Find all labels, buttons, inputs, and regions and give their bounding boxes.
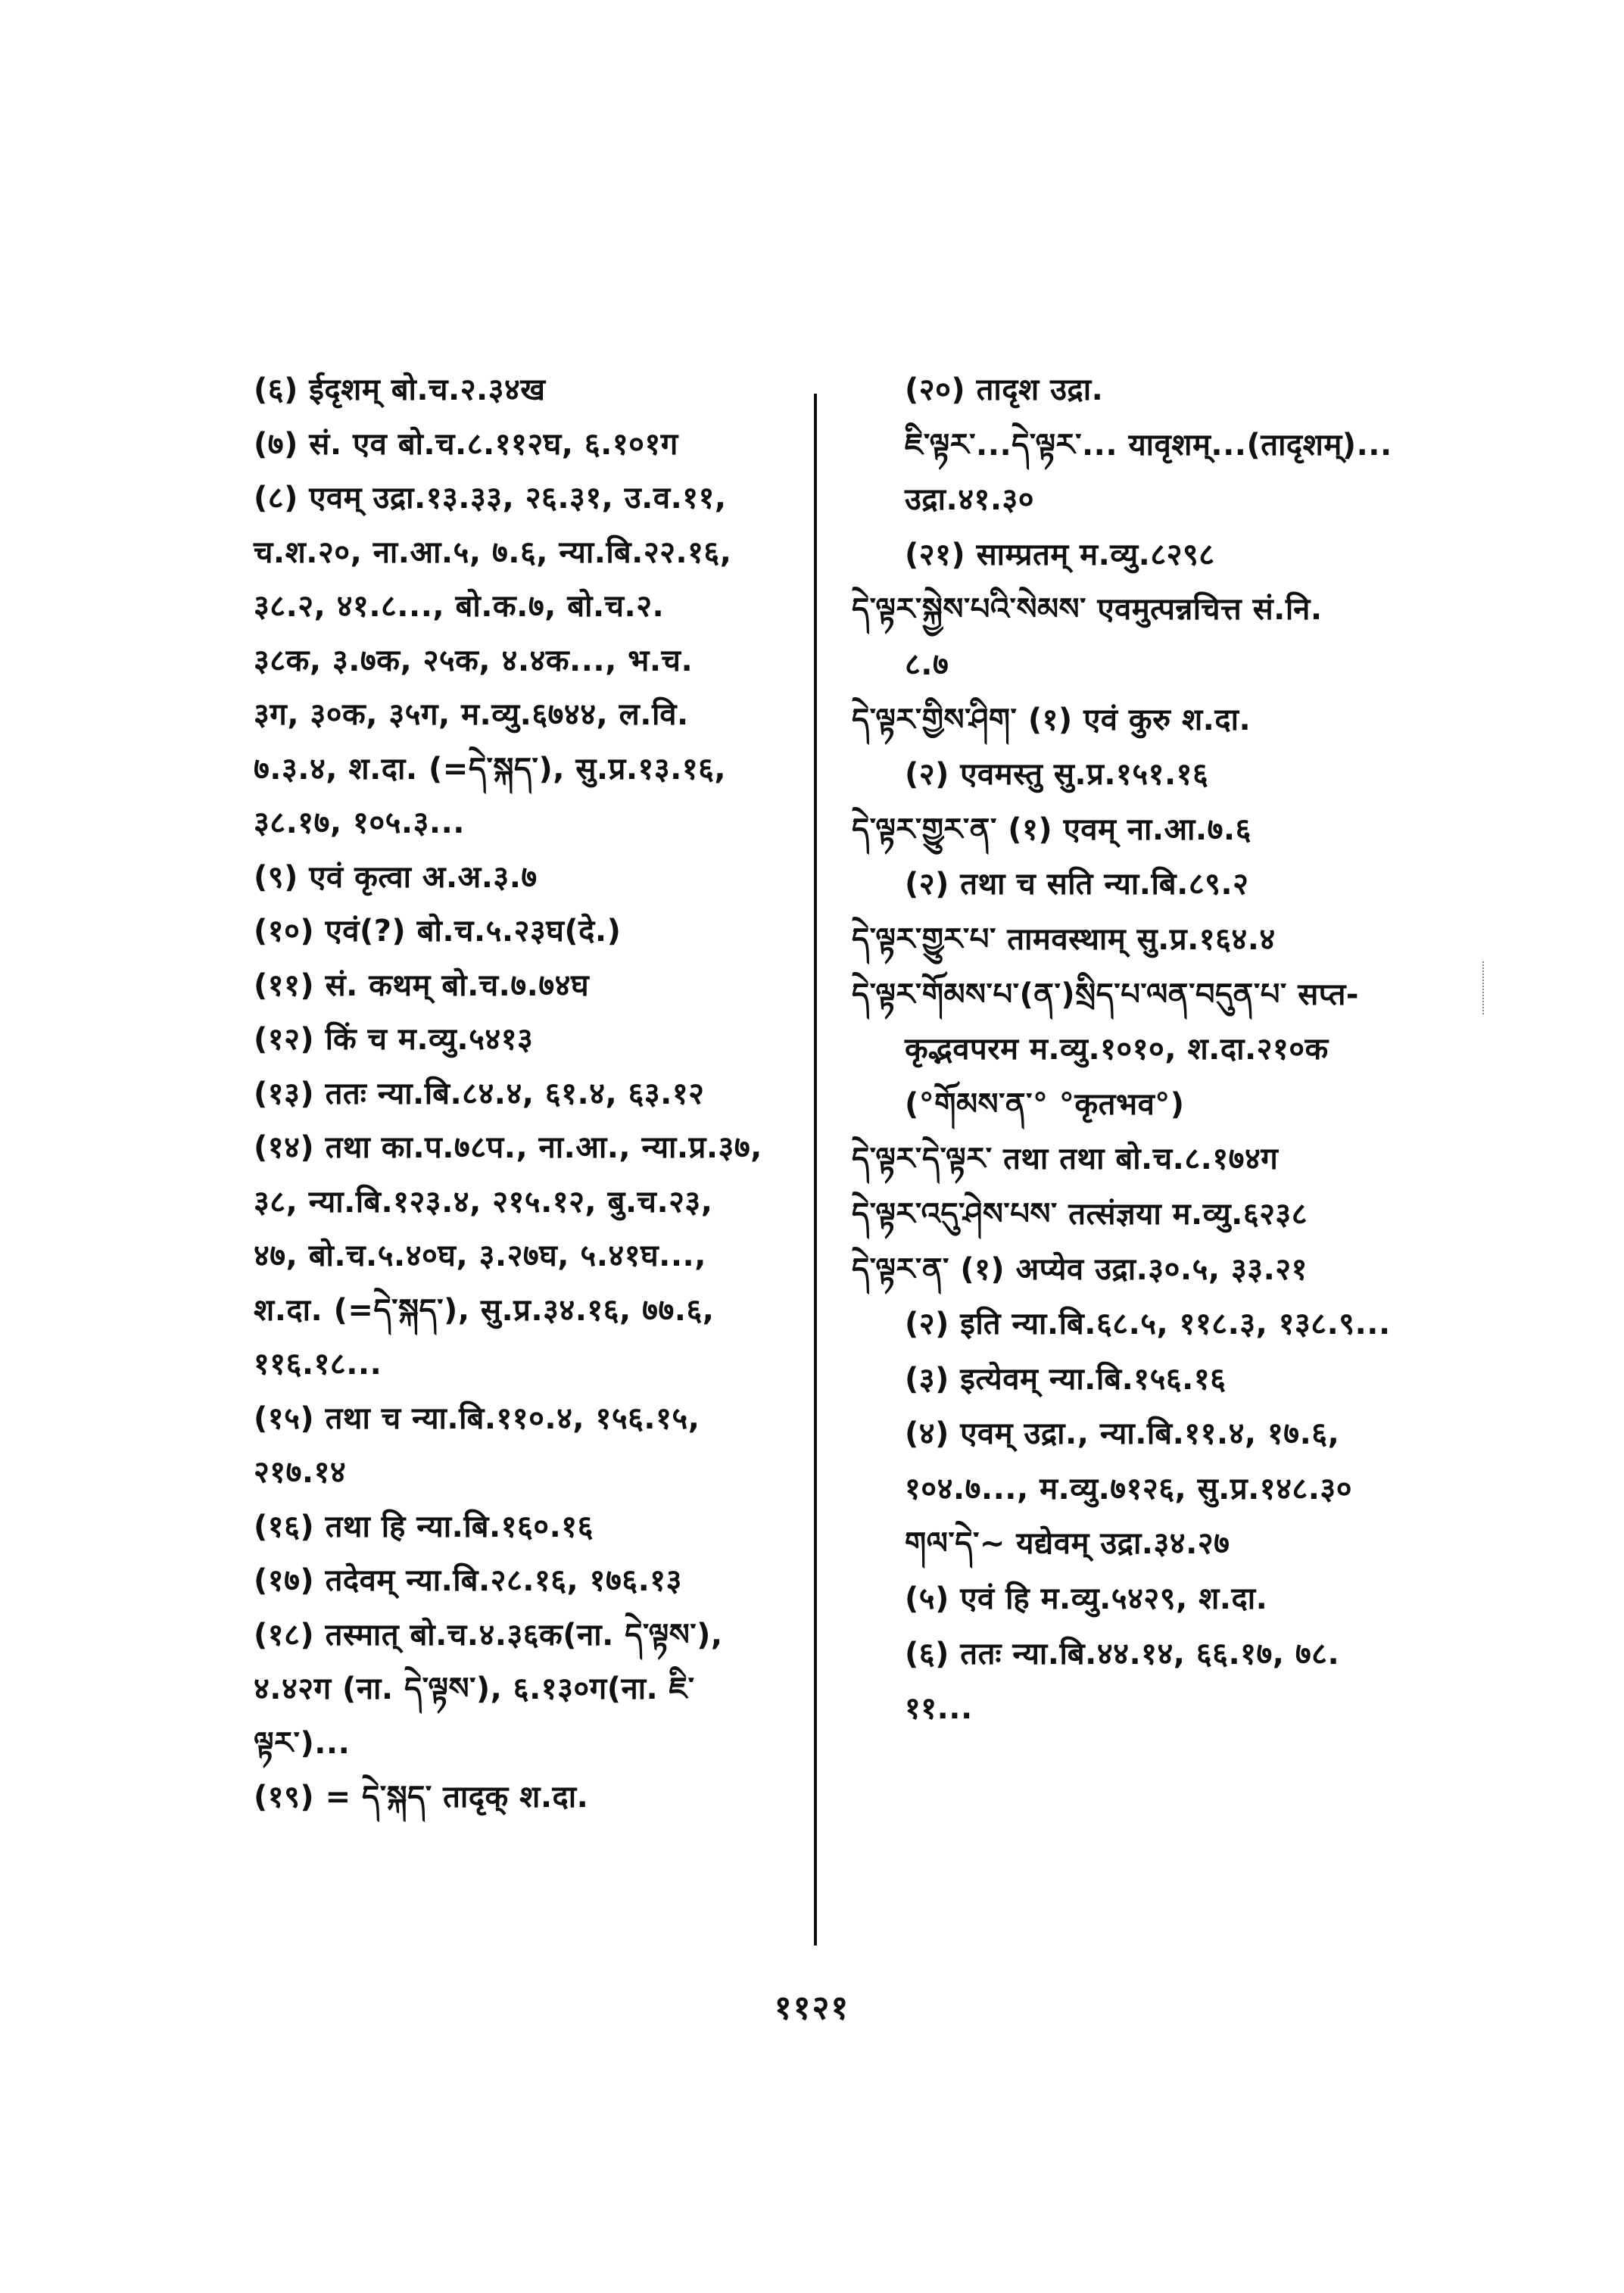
entry-line: ७.३.४, श.दा. (=དེ་སྐད་), सु.प्र.१३.१६, — [254, 751, 727, 787]
entry-line: (२) इति न्या.बि.६८.५, ११८.३, १३८.९... — [905, 1307, 1391, 1342]
entry-line: (११) सं. कथम् बो.च.७.७४घ — [254, 967, 590, 1003]
entry-line: དེ་ལྟར་ན་ (१) अप्येव उद्रा.३०.५, ३३.२१ — [852, 1251, 1308, 1287]
entry-line: १०४.७..., म.व्यु.७१२६, सु.प्र.१४८.३० — [905, 1471, 1352, 1506]
entry-line: (१६) तथा हि न्या.बि.१६०.१६ — [254, 1509, 594, 1544]
left-column — [254, 372, 799, 1837]
entry-line: (१८) तस्मात् बो.च.४.३६क(ना. དེ་ལྟས་), — [254, 1617, 723, 1653]
entry-line: (१२) किं च म.व्यु.५४१३ — [254, 1022, 534, 1057]
entry-line: कृद्भवपरम म.व्यु.१०१०, श.दा.२१०क — [905, 1032, 1329, 1067]
entry-line: (९) एवं कृत्वा अ.अ.३.७ — [254, 859, 538, 895]
entry-line: (१०) एवं(?) बो.च.५.२३घ(दे.) — [254, 914, 622, 949]
margin-mark — [1482, 961, 1485, 1014]
entry-line: (१४) तथा का.प.७८प., ना.आ., न्या.प्र.३७, — [254, 1130, 762, 1165]
entry-line: དེ་ལྟར་འདུ་ཤེས་པས་ तत्संज्ञया म.व्यु.६२३८ — [852, 1196, 1308, 1232]
entry-line: དེ་ལྟར་གོམས་པ་(ན་)སྲིད་པ་ལན་བདུན་པ་ सप्त- — [852, 977, 1359, 1012]
entry-line: (४) एवम् उद्रा., न्या.बि.११.४, १७.६, — [905, 1416, 1340, 1452]
entry-line: श.दा. (=དེ་སྐད་), सु.प्र.३४.१६, ७७.६, — [254, 1292, 715, 1328]
entry-line: (७) सं. एव बो.च.८.११२घ, ६.१०१ग — [254, 426, 678, 462]
entry-line: གལ་དེ་~ यद्येवम् उद्रा.३४.२७ — [905, 1526, 1230, 1562]
entry-line: ཇི་ལྟར་...དེ་ལྟར་... यावृशम्...(तादृशम्)... — [905, 427, 1392, 463]
right-column — [852, 372, 1473, 1749]
entry-line: ११६.१८... — [254, 1347, 382, 1382]
entry-line: (°གོམས་ན་° °कृतभव°) — [905, 1086, 1185, 1122]
entry-line: དེ་ལྟར་གྱུར་པ་ तामवस्थाम् सु.प्र.१६४.४ — [852, 921, 1276, 957]
entry-line: དེ་ལྟར་དེ་ལྟར་ तथा तथा बो.च.८.१७४ग — [852, 1142, 1279, 1177]
entry-line: (३) इत्येवम् न्या.बि.१५६.१६ — [905, 1361, 1227, 1397]
entry-line: (८) एवम् उद्रा.१३.३३, २६.३१, उ.व.११, — [254, 481, 727, 516]
entry-line: དེ་ལྟར་གྱུར་ན་ (१) एवम् ना.आ.७.६ — [852, 812, 1252, 847]
entry-line: ८.७ — [905, 646, 949, 682]
entry-line: (२) एवमस्तु सु.प्र.१५१.१६ — [905, 757, 1209, 793]
entry-line: (६) ईदृशम् बो.च.२.३४ख — [254, 372, 546, 407]
column-divider — [814, 394, 817, 1946]
entry-line: (१५) तथा च न्या.बि.११०.४, १५६.१५, — [254, 1400, 700, 1436]
entry-line: (१७) तदेवम् न्या.बि.२८.१६, १७६.१३ — [254, 1563, 682, 1598]
entry-line: २१७.१४ — [254, 1455, 347, 1490]
entry-line: དེ་ལྟར་གྱིས་ཤིག་ (१) एवं कुरु श.दा. — [852, 702, 1252, 737]
entry-line: उद्रा.४१.३० — [905, 482, 1035, 518]
entry-line: དེ་ལྟར་སྐྱེས་པའི་སེམས་ एवमुत्पन्नचित्त सं.नि. — [852, 592, 1323, 628]
entry-line: (६) ततः न्या.बि.४४.१४, ६६.१७, ७८. — [905, 1636, 1340, 1671]
entry-line: (५) एवं हि म.व्यु.५४२९, श.दा. — [905, 1581, 1268, 1617]
entry-line: च.श.२०, ना.आ.५, ७.६, न्या.बि.२२.१६, — [254, 534, 732, 570]
entry-line: ४.४२ग (ना. དེ་ལྟས་), ६.१३०ग(ना. ཇི་ — [254, 1671, 695, 1706]
entry-line: ४७, बो.च.५.४०घ, ३.२७घ, ५.४१घ..., — [254, 1238, 706, 1273]
entry-line: ३८.१७, १०५.३... — [254, 805, 465, 840]
entry-line: ३८.२, ४१.८..., बो.क.७, बो.च.२. — [254, 589, 665, 624]
page-number: ११२१ — [774, 1989, 850, 2027]
entry-line: (२०) तादृश उद्रा. — [905, 372, 1104, 407]
entry-line: ३८क, ३.७क, २५क, ४.४क..., भ.च. — [254, 643, 694, 678]
entry-line: (२१) साम्प्रतम् म.व्यु.८२९८ — [905, 537, 1215, 572]
entry-line: ११... — [905, 1691, 973, 1727]
entry-line: (१९) = དེ་སྐད་ तादृक् श.दा. — [254, 1780, 589, 1815]
entry-line: (१३) ततः न्या.बि.८४.४, ६१.४, ६३.१२ — [254, 1076, 705, 1111]
entry-line: (२) तथा च सति न्या.बि.८९.२ — [905, 867, 1249, 902]
entry-line: ३ग, ३०क, ३५ग, म.व्यु.६७४४, ल.वि. — [254, 697, 689, 732]
entry-line: ལྟར་)... — [254, 1725, 351, 1761]
entry-line: ३८, न्या.बि.१२३.४, २१५.१२, बु.च.२३, — [254, 1184, 713, 1220]
